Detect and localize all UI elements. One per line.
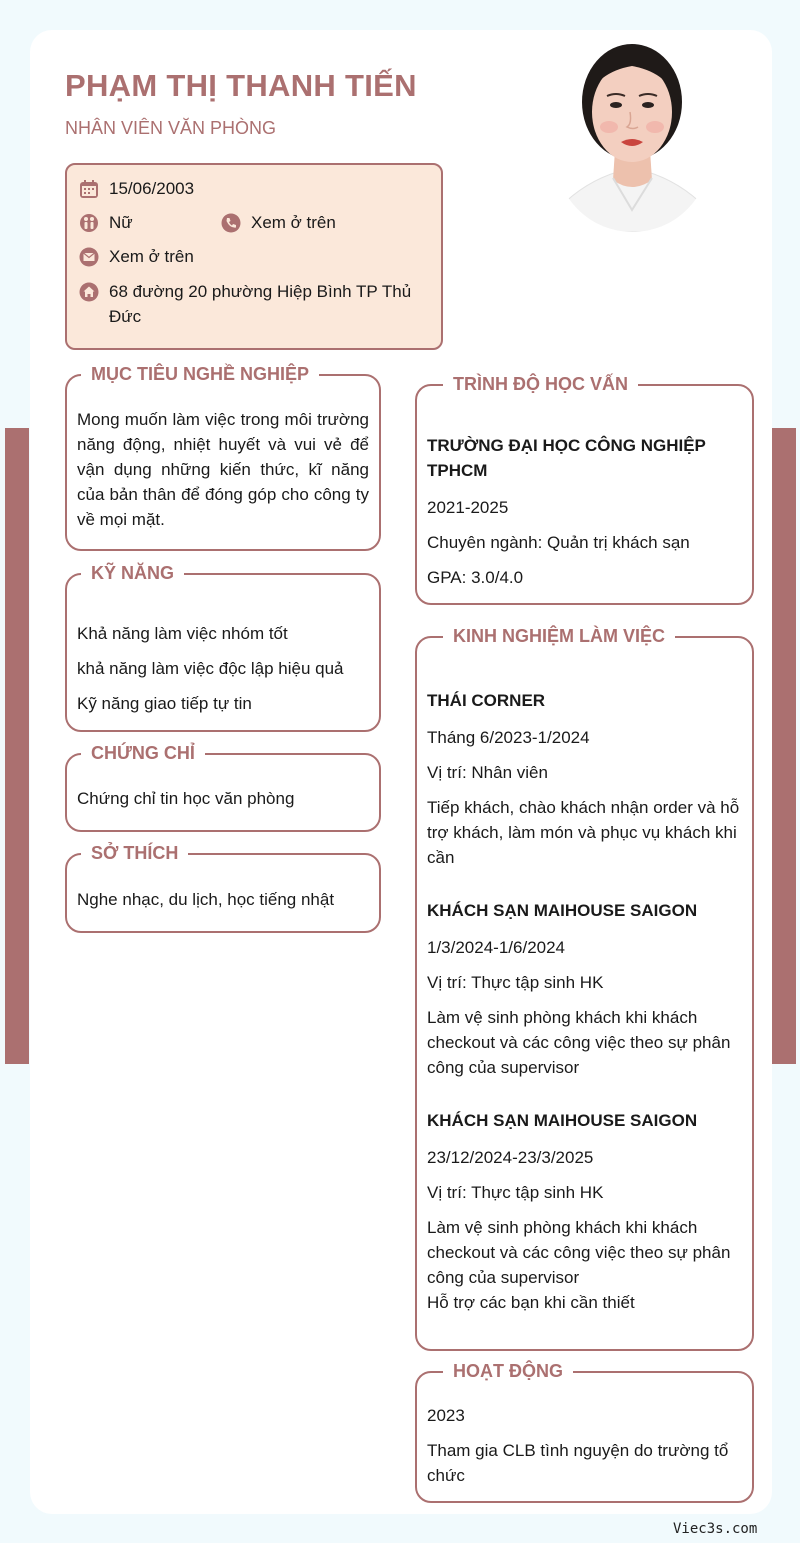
objective-text: Mong muốn làm việc trong môi trường năng động, nhiệt huyết và vui vẻ để vận dụng những kiến thức, kĩ năng của bản thân để đóng góp cho công ty về mọi mặt. — [77, 410, 369, 529]
right-accent-bar — [772, 428, 796, 1064]
job-period: 1/3/2024-1/6/2024 — [427, 938, 566, 957]
job-position: Vị trí: Nhân viên — [427, 763, 548, 782]
skill-item: Khả năng làm việc nhóm tốt — [77, 624, 288, 643]
activities-section — [415, 1361, 754, 1503]
job-description: Tiếp khách, chào khách nhận order và hỗ trợ khách, làm món và phục vụ khách khi cần — [427, 798, 740, 867]
objective-title: MỤC TIÊU NGHỀ NGHIỆP — [81, 362, 319, 386]
hobbies-text: Nghe nhạc, du lịch, học tiếng nhật — [77, 890, 335, 909]
job-period: Tháng 6/2023-1/2024 — [427, 728, 590, 747]
left-accent-bar — [5, 428, 29, 1064]
footer-brand: Viec3s.com — [673, 1521, 758, 1537]
address-value: 68 đường 20 phường Hiệp Bình TP Thủ Đức — [109, 282, 412, 326]
email-value: Xem ở trên — [109, 247, 194, 266]
skills-title: KỸ NĂNG — [81, 561, 184, 585]
hobbies-title: SỞ THÍCH — [81, 841, 188, 865]
phone-icon — [221, 213, 241, 233]
email-icon — [79, 247, 99, 267]
candidate-name: PHẠM THỊ THANH TIẾN — [65, 68, 417, 103]
job-position: Vị trí: Thực tập sinh HK — [427, 973, 604, 992]
personal-info-box — [65, 163, 443, 350]
certificates-title: CHỨNG CHỈ — [81, 741, 205, 765]
certificate-item: Chứng chỉ tin học văn phòng — [77, 789, 295, 808]
gender-value: Nữ — [109, 213, 133, 232]
objective-section — [65, 364, 381, 551]
job-extra: Hỗ trợ các bạn khi cần thiết — [427, 1293, 635, 1312]
skills-section — [65, 563, 381, 732]
job-company: KHÁCH SẠN MAIHOUSE SAIGON — [427, 901, 698, 920]
job-company: THÁI CORNER — [427, 691, 546, 710]
email-row — [79, 247, 194, 269]
phone-row — [221, 213, 336, 235]
birthday-value: 15/06/2003 — [109, 179, 195, 198]
certificates-section — [65, 743, 381, 832]
skill-item: Kỹ năng giao tiếp tự tin — [77, 694, 252, 713]
activity-year: 2023 — [427, 1406, 465, 1425]
job-period: 23/12/2024-23/3/2025 — [427, 1148, 594, 1167]
hobbies-section — [65, 843, 381, 933]
profile-photo — [555, 32, 710, 232]
education-major: Chuyên ngành: Quản trị khách sạn — [427, 533, 690, 552]
birthday-row — [79, 179, 194, 201]
education-years: 2021-2025 — [427, 498, 509, 517]
job-position: Vị trí: Thực tập sinh HK — [427, 1183, 604, 1202]
job-company: KHÁCH SẠN MAIHOUSE SAIGON — [427, 1111, 698, 1130]
activity-text: Tham gia CLB tình nguyện do trường tổ chức — [427, 1441, 729, 1485]
job-title: NHÂN VIÊN VĂN PHÒNG — [65, 118, 277, 138]
education-title: TRÌNH ĐỘ HỌC VẤN — [443, 372, 638, 396]
home-icon — [79, 282, 99, 302]
school-name: TRƯỜNG ĐẠI HỌC CÔNG NGHIỆP TPHCM — [427, 436, 706, 480]
education-section — [415, 374, 754, 605]
activities-title: HOẠT ĐỘNG — [443, 1359, 573, 1383]
gender-row — [79, 213, 133, 235]
experience-title: KINH NGHIỆM LÀM VIỆC — [443, 624, 675, 648]
job-description: Làm vệ sinh phòng khách khi khách checkout và các công việc theo sự phân công của supervisor — [427, 1218, 731, 1287]
calendar-icon — [79, 179, 99, 199]
gender-icon — [79, 213, 99, 233]
education-gpa: GPA: 3.0/4.0 — [427, 568, 524, 587]
skill-item: khả năng làm việc độc lập hiệu quả — [77, 659, 344, 678]
experience-section — [415, 626, 754, 1351]
phone-value: Xem ở trên — [251, 213, 336, 232]
job-description: Làm vệ sinh phòng khách khi khách checkout và các công việc theo sự phân công của supervisor — [427, 1008, 731, 1077]
address-row — [79, 282, 419, 329]
